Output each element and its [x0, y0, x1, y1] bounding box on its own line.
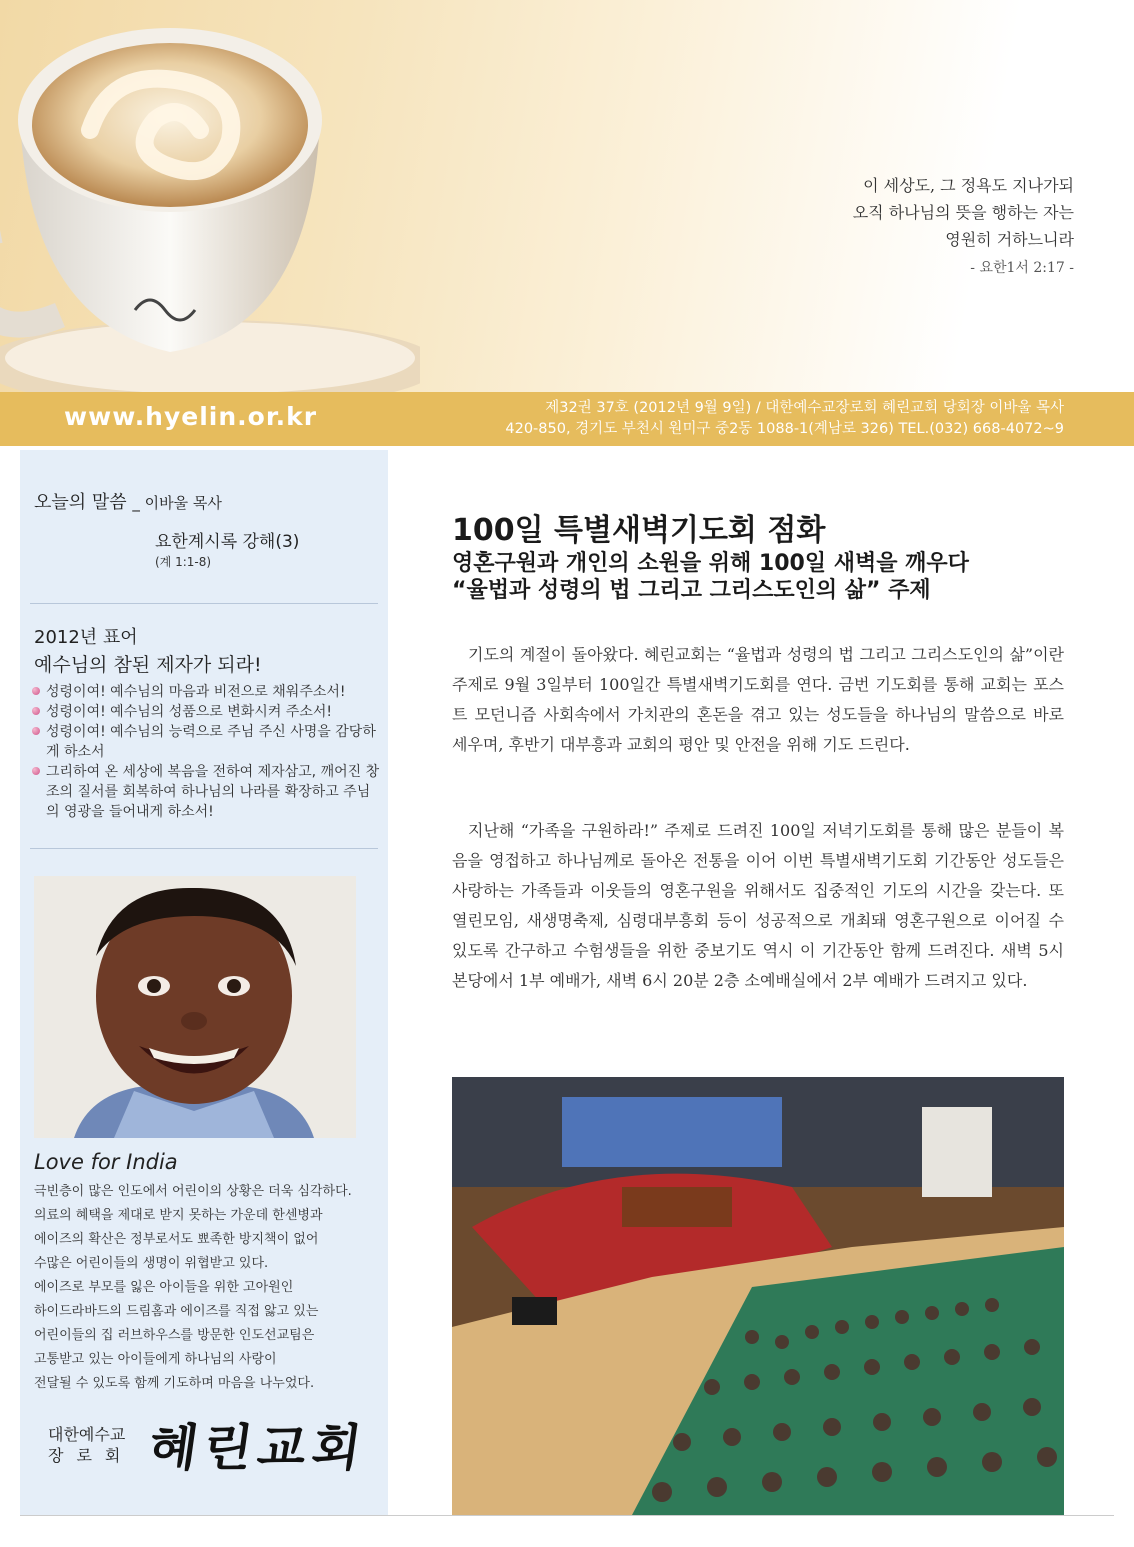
verse-line: 영원히 거하느니라	[945, 230, 1074, 249]
sidebar-divider	[30, 603, 378, 604]
motto-item: 성령이여! 예수님의 능력으로 주님 주신 사명을 감당하게 하소서	[30, 722, 380, 762]
denomination-line: 대한예수교	[48, 1425, 126, 1444]
body-line: 고통받고 있는 아이들에게 하나님의 사랑이	[34, 1352, 277, 1367]
love-for-india-title: Love for India	[34, 1150, 178, 1174]
verse-line: 오직 하나님의 뜻을 행하는 자는	[852, 203, 1074, 222]
body-line: 에이즈로 부모를 잃은 아이들을 위한 고아원인	[34, 1280, 294, 1295]
article-headline: 100일 특별새벽기도회 점화	[452, 513, 826, 548]
address-line: 420-850, 경기도 부천시 원미구 중2동 1088-1(계남로 326) TEL.(032) 668-4072~9	[505, 421, 1064, 437]
issue-info	[505, 398, 1064, 440]
scripture-verse	[853, 172, 1074, 282]
sermon-reference: (계 1:1-8)	[155, 555, 212, 569]
sermon-title: 요한계시록 강해(3)	[155, 532, 300, 552]
header-banner	[0, 0, 1134, 392]
coffee-cup-image	[0, 0, 420, 392]
motto-item: 성령이여! 예수님의 마음과 비전으로 채워주소서!	[30, 682, 380, 702]
todays-word-label: 오늘의 말씀	[34, 492, 127, 513]
sidebar-divider	[30, 848, 378, 849]
body-line: 에이즈의 확산은 정부로서도 뾰족한 방지책이 없어	[34, 1232, 319, 1247]
motto-list	[30, 682, 380, 822]
denomination-label	[48, 1424, 133, 1466]
body-line: 하이드라바드의 드림홈과 에이즈를 직접 앓고 있는	[34, 1304, 319, 1319]
motto-item: 그리하여 온 세상에 복음을 전하여 제자삼고, 깨어진 창조의 질서를 회복하여 하나님의 나라를 확장하고 주님의 영광을 들어내게 하소서!	[30, 762, 380, 822]
verse-reference: - 요한1서 2:17 -	[970, 260, 1074, 276]
body-line: 어린이들의 집 러브하우스를 방문한 인도선교팀은	[34, 1328, 315, 1343]
love-for-india-body	[34, 1180, 374, 1396]
todays-word-heading	[34, 488, 222, 514]
article-paragraph: 기도의 계절이 돌아왔다. 혜린교회는 “율법과 성령의 법 그리고 그리스도인의 삶”이란 주제로 9월 3일부터 100일간 특별새벽기도회를 연다. 금번 기도회를 통해 교회는 포스트 모던니즘 사회속에서 가치관의 혼돈을 겪고 있는 성도들을 하나님의 말씀으로 바로 세우며, 후반기 대부흥과 교회의 평안 및 안전을 위해 기도 드린다.	[452, 645, 1064, 754]
denomination-line: 장로회	[48, 1446, 134, 1465]
motto-year: 2012년 표어	[34, 627, 138, 648]
body-line: 수많은 어린이들의 생명이 위협받고 있다.	[34, 1256, 269, 1271]
motto-item: 성령이여! 예수님의 성품으로 변화시켜 주소서!	[30, 702, 380, 722]
smiling-boy-photo	[34, 876, 356, 1138]
body-line: 극빈층이 많은 인도에서 어린이의 상황은 더욱 심각하다.	[34, 1184, 352, 1199]
church-logo: 혜린교회	[145, 1418, 371, 1477]
page-frame-line	[20, 1515, 1114, 1516]
website-link[interactable]: www.hyelin.or.kr	[64, 402, 318, 431]
article-subhead	[452, 550, 969, 604]
body-line: 전달될 수 있도록 함께 기도하며 마음을 나누었다.	[34, 1376, 315, 1391]
motto-title: 예수님의 참된 제자가 되라!	[34, 654, 262, 676]
article-paragraph: 지난해 “가족을 구원하라!” 주제로 드려진 100일 저녁기도회를 통해 많은 분들이 복음을 영접하고 하나님께로 돌아온 전통을 이어 이번 특별새벽기도회 기간동안 성도들은 사랑하는 가족들과 이웃들의 영혼구원을 위해서도 집중적인 기도의 시간을 갖는다. 또 열린모임, 새생명축제, 심령대부흥회 등이 성공적으로 개최돼 영혼구원으로 이어질 수 있도록 간구하고 수험생들을 위한 중보기도 역시 이 기간동안 함께 드려진다. 새벽 5시 본당에서 1부 예배가, 새벽 6시 20분 2층 소예배실에서 2부 예배가 드려지고 있다.	[452, 821, 1064, 990]
body-line: 의료의 혜택을 제대로 받지 못하는 가운데 한센병과	[34, 1208, 323, 1223]
church-service-photo	[452, 1077, 1064, 1515]
issue-line: 제32권 37호 (2012년 9월 9일) / 대한예수교장로회 혜린교회 당회장 이바울 목사	[545, 400, 1064, 416]
subhead-line: “율법과 성령의 법 그리고 그리스도인의 삶” 주제	[452, 578, 931, 603]
verse-line: 이 세상도, 그 정욕도 지나가되	[863, 176, 1074, 195]
subhead-line: 영혼구원과 개인의 소원을 위해 100일 새벽을 깨우다	[452, 551, 969, 576]
preacher-name: _ 이바울 목사	[132, 494, 222, 512]
